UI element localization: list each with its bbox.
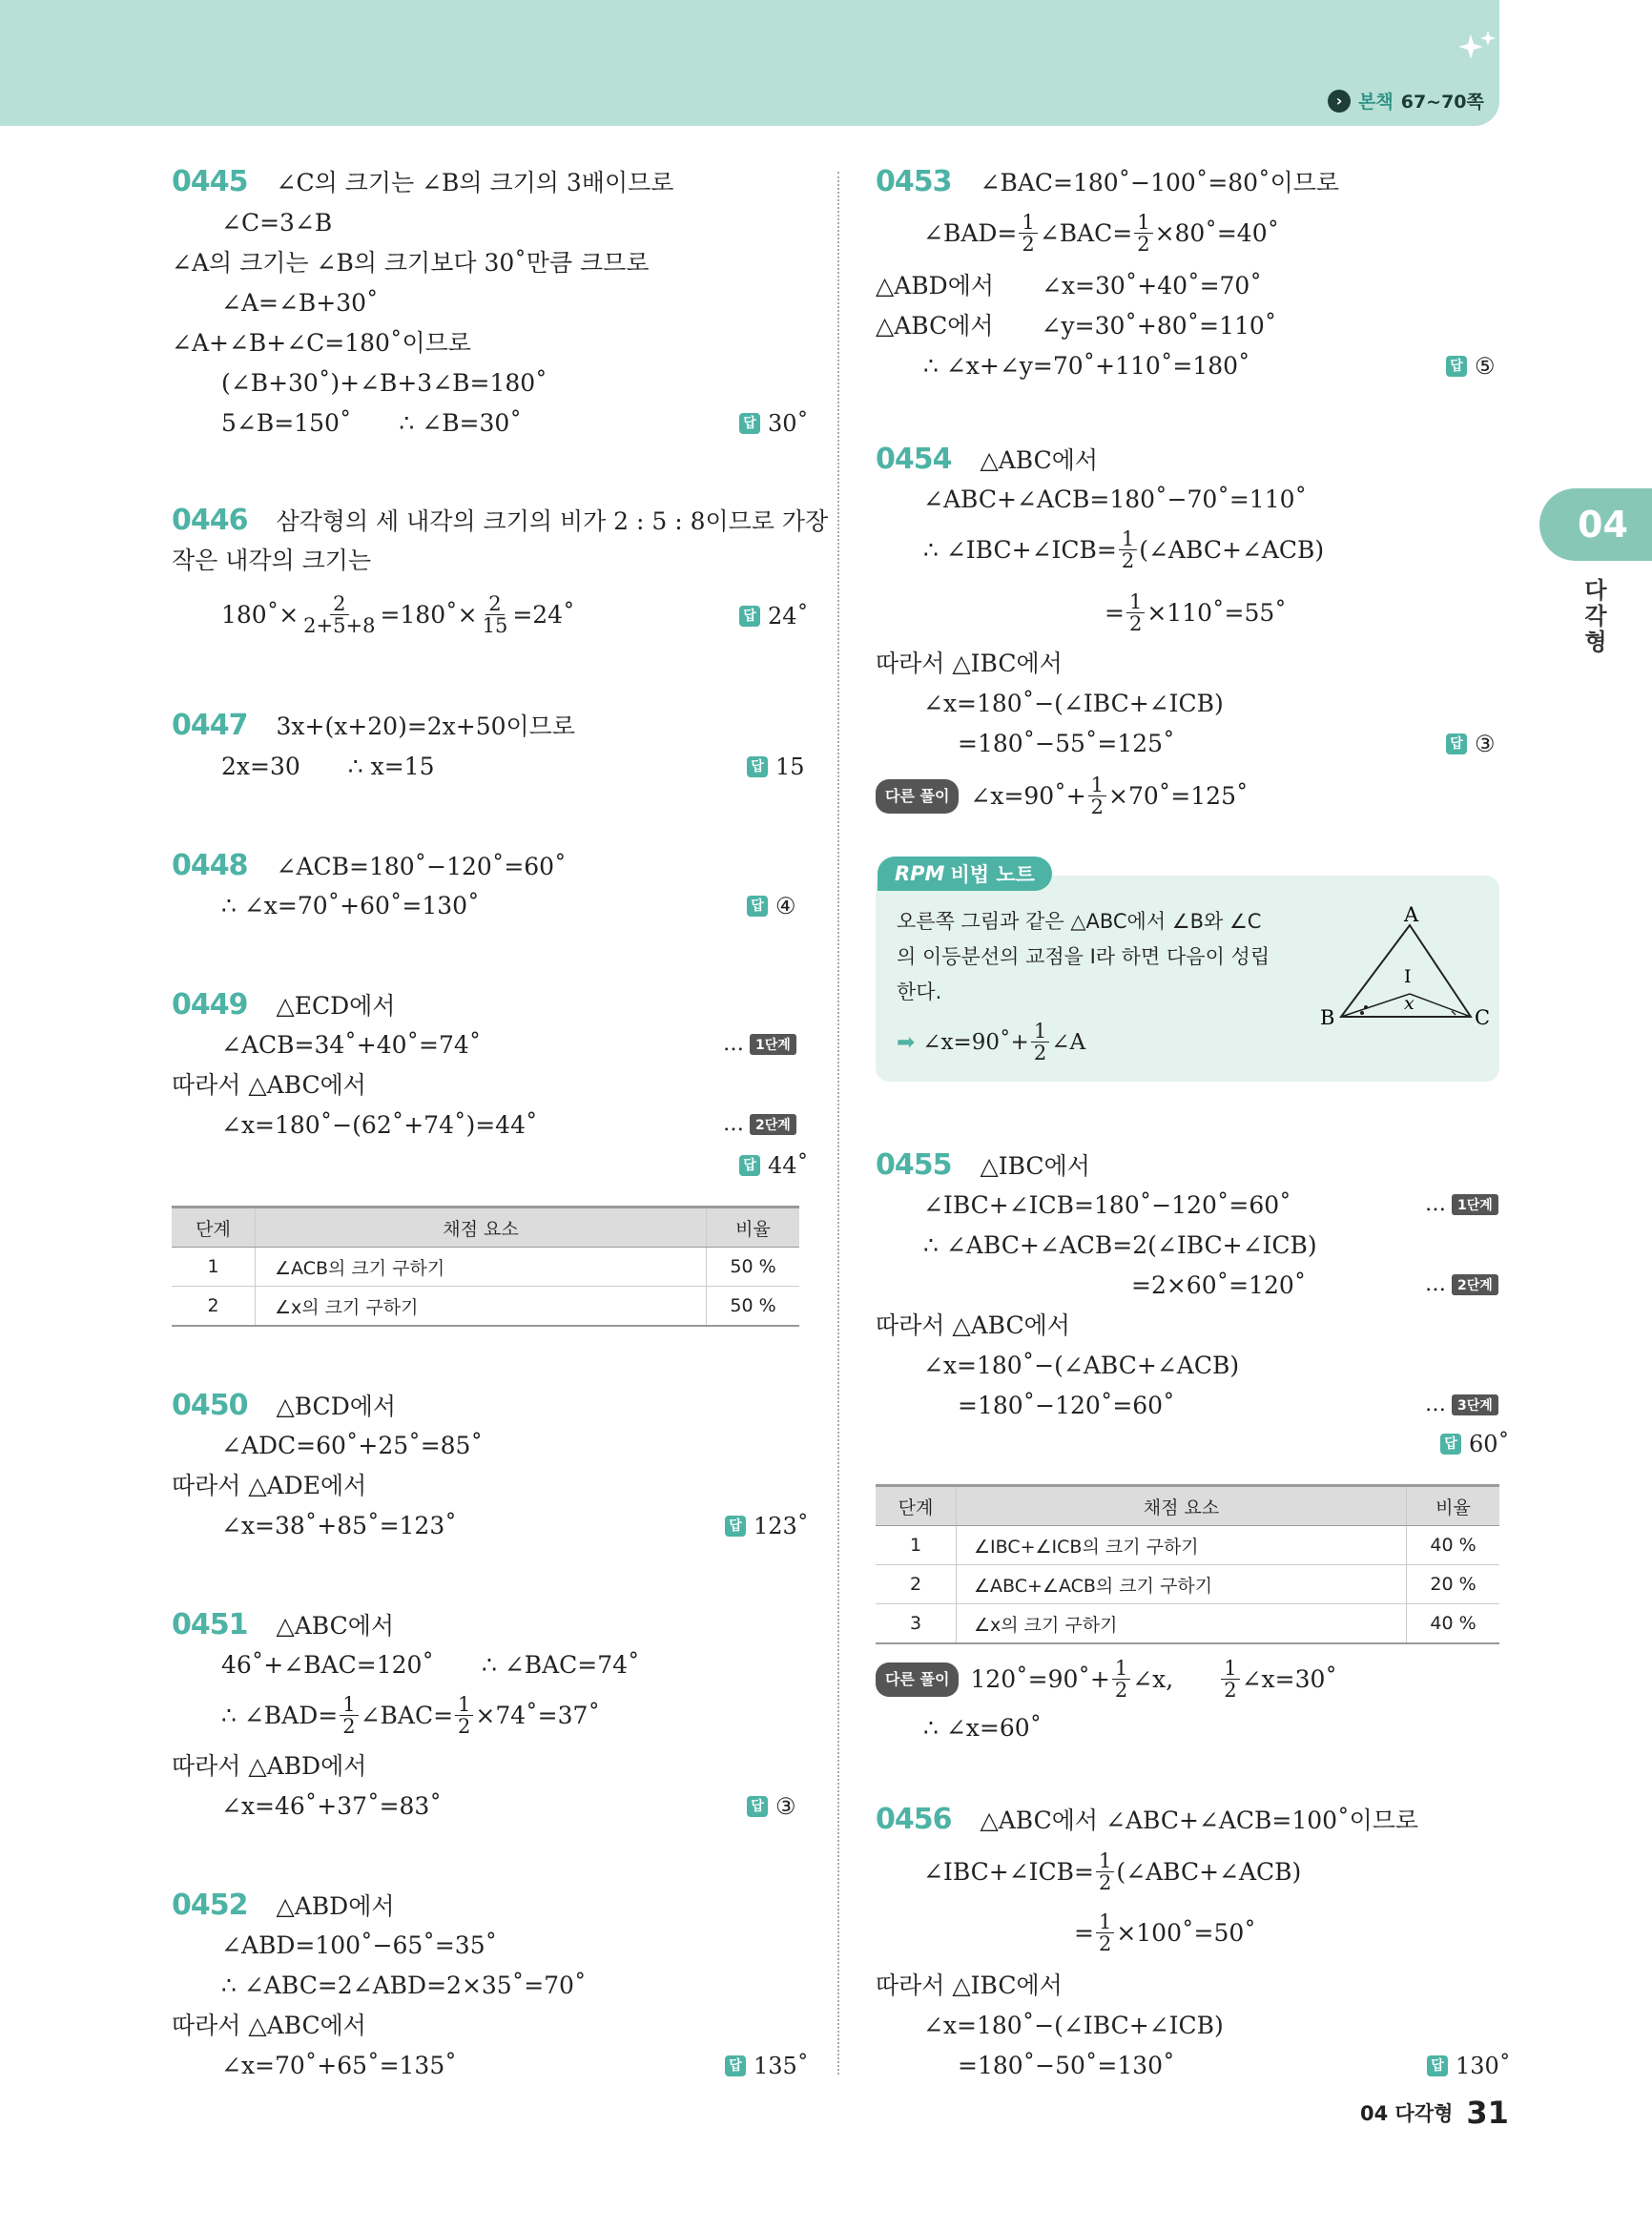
table-row <box>876 1565 1499 1604</box>
table-cell: 1 <box>172 1248 256 1287</box>
denominator: 2 <box>1137 233 1150 256</box>
math-part: ∴ ∠BAC=74˚ <box>481 1651 640 1679</box>
denominator: 2 <box>1033 1042 1047 1064</box>
alt-solution <box>876 774 1248 817</box>
numerator: 1 <box>1119 528 1137 550</box>
problem-0445 <box>172 167 673 198</box>
table-cell: 40 % <box>1407 1604 1500 1644</box>
math-part: = <box>1074 1918 1094 1947</box>
text-line: ∠C의 크기는 ∠B의 크기의 3배이므로 <box>276 169 674 196</box>
text-line: △ECD에서 <box>276 992 396 1020</box>
math-line: ∠IBC+∠ICB=180˚−120˚=60˚ <box>923 1191 1291 1219</box>
fraction <box>1221 1658 1239 1701</box>
answer-icon: 답 <box>739 1155 760 1176</box>
rpm-line: 한다. <box>897 981 942 1003</box>
table-cell: 20 % <box>1407 1565 1500 1604</box>
table-cell: 2 <box>876 1565 957 1604</box>
answer-value: 30˚ <box>768 410 809 437</box>
text-line: △ABC에서 <box>980 446 1099 474</box>
step-badge: 2단계 <box>1452 1274 1498 1295</box>
alt-badge: 다른 풀이 <box>876 1662 959 1697</box>
answer-value: 123˚ <box>754 1513 809 1539</box>
math-part: ×70˚=125˚ <box>1108 781 1249 810</box>
answer-value: 135˚ <box>754 2053 809 2079</box>
step-badge: 2단계 <box>750 1114 796 1135</box>
denominator: 2 <box>1224 1679 1237 1702</box>
fraction <box>340 1694 358 1737</box>
math-line <box>876 311 1276 341</box>
dots: … <box>1425 1272 1446 1296</box>
answer-value: 15 <box>775 754 805 780</box>
table-row <box>172 1287 799 1327</box>
math-line <box>923 528 1324 571</box>
math-line: ∴ ∠ABC+∠ACB=2(∠IBC+∠ICB) <box>923 1231 1317 1259</box>
problem-number: 0456 <box>876 1803 952 1836</box>
rpm-note-tag <box>878 857 1052 891</box>
math-part: ∠x, <box>1132 1664 1174 1693</box>
text-line: 따라서 △IBC에서 <box>876 650 1063 677</box>
table-header: 단계 <box>172 1208 256 1248</box>
table-header-row <box>876 1486 1499 1526</box>
problem-number: 0453 <box>876 165 952 198</box>
denominator: 2 <box>1098 1932 1112 1955</box>
math-part: ∠y=30˚+80˚=110˚ <box>1041 312 1277 340</box>
chapter-label <box>1581 578 1610 655</box>
problem-0451 <box>172 1610 394 1642</box>
math-line: ∴ ∠x=70˚+60˚=130˚ <box>221 892 480 919</box>
problem-0447 <box>172 711 575 742</box>
step-badge: 3단계 <box>1452 1394 1498 1415</box>
math-part: (∠ABC+∠ACB) <box>1116 1857 1302 1886</box>
math-line: =180˚−120˚=60˚ <box>958 1392 1175 1419</box>
answer <box>1446 729 1496 759</box>
answer <box>739 408 809 439</box>
text-line: 따라서 △ABC에서 <box>172 2012 366 2039</box>
math-part: =24˚ <box>512 600 575 629</box>
numerator: 2 <box>330 593 348 615</box>
math-line <box>221 408 522 439</box>
math-part: ∴ ∠B=30˚ <box>399 409 522 437</box>
answer <box>747 752 805 782</box>
answer <box>725 2051 809 2081</box>
math-line: =180˚−50˚=130˚ <box>958 2052 1175 2079</box>
page-reference <box>1328 88 1484 114</box>
table-cell: ∠x의 크기 구하기 <box>957 1604 1407 1644</box>
chapter-label-char: 각 <box>1584 603 1607 630</box>
table-header: 채점 요소 <box>957 1486 1407 1526</box>
answer-icon: 답 <box>747 756 768 777</box>
problem-0455 <box>876 1150 1090 1182</box>
math-line: ∠A=∠B+30˚ <box>221 289 379 317</box>
fraction <box>1096 1850 1114 1893</box>
text-line: △ABC에서 ∠ABC+∠ACB=100˚이므로 <box>980 1807 1419 1834</box>
math-line: ∠x=180˚−(∠IBC+∠ICB) <box>923 2012 1224 2039</box>
math-part: 180˚× <box>221 600 299 629</box>
text-line: ∠A+∠B+∠C=180˚이므로 <box>172 329 471 357</box>
math-part: ∠x=90˚+ <box>922 1029 1029 1055</box>
math-line: ∠x=38˚+85˚=123˚ <box>221 1512 457 1539</box>
rpm-logo: RPM <box>895 862 945 885</box>
step-badge: 1단계 <box>750 1034 796 1055</box>
math-line: =2×60˚=120˚ <box>1131 1271 1307 1299</box>
scoring-table <box>876 1484 1499 1644</box>
answer-icon: 답 <box>725 2055 746 2076</box>
page-number: 31 <box>1466 2095 1509 2131</box>
chapter-label-char: 형 <box>1584 629 1607 655</box>
answer-value: 60˚ <box>1469 1431 1510 1457</box>
math-part: 2x=30 <box>221 753 300 780</box>
text-line: ∠A의 크기는 ∠B의 크기보다 30˚만큼 크므로 <box>172 249 650 277</box>
fraction <box>1119 528 1137 571</box>
vertex-label-a: A <box>1404 903 1419 926</box>
table-cell: 50 % <box>707 1248 800 1287</box>
table-cell: 1 <box>876 1526 957 1565</box>
problem-number: 0448 <box>172 849 248 882</box>
rpm-line: 의 이등분선의 교점을 I라 하면 다음이 성립 <box>897 945 1270 968</box>
fraction <box>480 593 511 636</box>
scoring-table <box>172 1206 799 1327</box>
answer-icon: 답 <box>1440 1434 1461 1455</box>
table-cell: ∠ABC+∠ACB의 크기 구하기 <box>957 1565 1407 1604</box>
math-line <box>876 271 1262 301</box>
math-part: ×110˚=55˚ <box>1146 598 1287 627</box>
numerator: 1 <box>1112 1658 1130 1680</box>
table-cell: 40 % <box>1407 1526 1500 1565</box>
math-line <box>221 593 575 636</box>
numerator: 1 <box>1096 1850 1114 1872</box>
answer-icon: 답 <box>747 1796 768 1817</box>
table-row <box>876 1604 1499 1644</box>
math-part: = <box>1105 598 1125 627</box>
answer-value: ③ <box>775 1793 796 1820</box>
math-line <box>1074 1911 1256 1954</box>
text-line: △ABC에서 <box>276 1612 395 1640</box>
footer-chapter: 04 다각형 <box>1360 2102 1454 2125</box>
fraction <box>1134 212 1152 255</box>
numerator: 1 <box>1221 1658 1239 1680</box>
text-part: △ABC에서 <box>876 312 994 340</box>
math-part: ×74˚=37˚ <box>475 1701 600 1729</box>
table-cell: ∠IBC+∠ICB의 크기 구하기 <box>957 1526 1407 1565</box>
math-part: 120˚=90˚+ <box>970 1664 1110 1693</box>
problem-number: 0452 <box>172 1889 248 1922</box>
answer-icon: 답 <box>725 1516 746 1537</box>
problem-0449 <box>172 990 395 1022</box>
denominator: 2 <box>1121 549 1135 572</box>
numerator: 1 <box>1096 1911 1114 1933</box>
math-part: =180˚× <box>380 600 478 629</box>
vertex-label-b: B <box>1320 1006 1335 1029</box>
problem-0454 <box>876 444 1098 476</box>
alt-badge: 다른 풀이 <box>876 779 959 814</box>
math-line: ∠C=3∠B <box>221 209 333 237</box>
rpm-formula <box>897 1021 1085 1063</box>
problem-0456 <box>876 1805 1418 1836</box>
problem-0452 <box>172 1890 395 1922</box>
numerator: 1 <box>1126 591 1145 613</box>
problem-number: 0451 <box>172 1608 248 1642</box>
math-part: ∠BAC= <box>1039 218 1133 247</box>
math-line: ∠x=46˚+37˚=83˚ <box>221 1792 442 1820</box>
math-line: ∴ ∠ABC=2∠ABD=2×35˚=70˚ <box>221 1972 587 1999</box>
text-line: △BCD에서 <box>276 1393 397 1420</box>
math-part: ∴ x=15 <box>347 753 435 780</box>
rpm-title: 비법 노트 <box>950 863 1035 886</box>
math-line <box>923 212 1279 255</box>
denominator: 2 <box>1128 612 1143 635</box>
text-line: 삼각형의 세 내각의 크기의 비가 2 : 5 : 8이므로 가장 <box>276 507 829 535</box>
math-line: ∠x=70˚+65˚=135˚ <box>221 2052 457 2079</box>
math-line: ∠ABD=100˚−65˚=35˚ <box>221 1931 498 1959</box>
chapter-label-char: 다 <box>1584 577 1607 604</box>
fraction <box>1031 1021 1049 1063</box>
denominator: 15 <box>482 614 508 637</box>
answer-icon: 답 <box>1446 356 1467 377</box>
text-line: 따라서 △ABC에서 <box>876 1311 1070 1339</box>
answer-value: ③ <box>1475 731 1496 757</box>
step-marker <box>1425 1192 1498 1216</box>
step-marker <box>1425 1393 1498 1416</box>
math-line: ∠x=180˚−(62˚+74˚)=44˚ <box>221 1111 538 1139</box>
incenter-label: I <box>1404 966 1412 987</box>
arrow-right-icon: ➡ <box>897 1029 916 1055</box>
table-cell: 2 <box>172 1287 256 1327</box>
text-line: 따라서 △ABC에서 <box>172 1071 366 1099</box>
math-part: ∠IBC+∠ICB= <box>923 1857 1095 1886</box>
step-badge: 1단계 <box>1452 1194 1498 1215</box>
fraction <box>455 1694 473 1737</box>
math-part: (∠ABC+∠ACB) <box>1139 535 1325 564</box>
answer-value: ⑤ <box>1475 353 1496 380</box>
text-line: △ABD에서 <box>276 1892 395 1920</box>
math-line <box>221 1650 640 1681</box>
math-line: =180˚−55˚=125˚ <box>958 730 1175 757</box>
table-header: 비율 <box>1407 1486 1500 1526</box>
denominator: 2 <box>342 1715 356 1738</box>
math-part: ∴ ∠IBC+∠ICB= <box>923 535 1117 564</box>
dots: … <box>1425 1393 1446 1416</box>
fraction <box>300 593 378 636</box>
math-part: ×80˚=40˚ <box>1154 218 1280 247</box>
math-line <box>923 1850 1301 1893</box>
problem-0450 <box>172 1391 396 1422</box>
answer-icon: 답 <box>747 896 768 917</box>
math-line <box>221 1694 600 1737</box>
math-line: ∠BAC=180˚−100˚=80˚이므로 <box>980 169 1340 196</box>
answer-value: 44˚ <box>768 1152 809 1179</box>
math-line: ∠ACB=180˚−120˚=60˚ <box>276 853 567 880</box>
math-line: ∠ACB=34˚+40˚=74˚ <box>221 1031 482 1059</box>
answer <box>739 1150 809 1181</box>
answer <box>1427 2051 1511 2081</box>
vertex-label-c: C <box>1475 1006 1491 1029</box>
numerator: 1 <box>340 1694 358 1716</box>
answer-icon: 답 <box>1427 2055 1448 2076</box>
ref-pages: 67~70쪽 <box>1400 92 1484 113</box>
triangle-figure <box>1316 903 1491 1029</box>
numerator: 1 <box>1134 212 1152 234</box>
step-marker <box>1425 1272 1498 1296</box>
table-cell: ∠ACB의 크기 구하기 <box>256 1248 707 1287</box>
fraction <box>1088 774 1106 817</box>
answer <box>725 1511 809 1541</box>
alt-solution <box>876 1658 1337 1701</box>
fraction <box>1112 1658 1130 1701</box>
dots: … <box>723 1032 744 1056</box>
problem-number: 0455 <box>876 1148 952 1182</box>
table-header-row <box>172 1208 799 1248</box>
answer <box>1440 1429 1510 1459</box>
math-part: 5∠B=150˚ <box>221 409 352 437</box>
denominator: 2 <box>1114 1679 1128 1702</box>
table-row <box>876 1526 1499 1565</box>
problem-number: 0447 <box>172 709 248 742</box>
answer <box>739 601 809 631</box>
step-marker <box>723 1112 796 1136</box>
answer <box>747 1791 796 1822</box>
chapter-number: 04 <box>1578 504 1628 546</box>
text-line: 따라서 △ADE에서 <box>172 1472 367 1499</box>
math-line: ∠x=180˚−(∠ABC+∠ACB) <box>923 1352 1240 1379</box>
text-line: 3x+(x+20)=2x+50이므로 <box>276 712 575 740</box>
answer-icon: 답 <box>1446 733 1467 754</box>
text-part: △ABD에서 <box>876 272 994 299</box>
math-line: ∴ ∠x=60˚ <box>923 1714 1043 1742</box>
table-cell: 3 <box>876 1604 957 1644</box>
table-header: 비율 <box>707 1208 800 1248</box>
table-row <box>172 1248 799 1287</box>
denominator: 2 <box>1090 795 1105 818</box>
math-part: ∠x=30˚ <box>1241 1664 1337 1693</box>
math-part: ∴ ∠BAD= <box>221 1701 339 1729</box>
math-line: ∠ADC=60˚+25˚=85˚ <box>221 1432 483 1459</box>
fraction <box>1126 591 1145 634</box>
answer <box>747 891 796 921</box>
math-part: ∠BAC= <box>360 1701 454 1729</box>
fraction <box>1019 212 1037 255</box>
math-part: ∠A <box>1051 1029 1086 1055</box>
fraction <box>1096 1911 1114 1954</box>
denominator: 2 <box>1022 233 1035 256</box>
answer-icon: 답 <box>739 413 760 434</box>
sparkle-icon <box>1457 29 1499 67</box>
header-band <box>0 0 1499 126</box>
problem-number: 0446 <box>172 504 248 537</box>
problem-0448 <box>172 851 567 882</box>
math-part: ×100˚=50˚ <box>1116 1918 1256 1947</box>
answer-value: ④ <box>775 893 796 919</box>
text-line: △IBC에서 <box>980 1152 1090 1180</box>
text-line: 따라서 △IBC에서 <box>876 1972 1063 1999</box>
page-footer <box>1360 2095 1509 2131</box>
rpm-line: 오른쪽 그림과 같은 △ABC에서 ∠B와 ∠C <box>897 910 1262 933</box>
table-cell: ∠x의 크기 구하기 <box>256 1287 707 1327</box>
answer-icon: 답 <box>739 606 760 627</box>
problem-number: 0449 <box>172 988 248 1022</box>
denominator: 2 <box>1099 1871 1112 1894</box>
problem-number: 0445 <box>172 165 248 198</box>
problem-0446 <box>172 506 828 537</box>
numerator: 1 <box>1031 1021 1049 1043</box>
dots: … <box>1425 1192 1446 1216</box>
answer-value: 24˚ <box>768 603 809 630</box>
problem-number: 0454 <box>876 443 952 476</box>
numerator: 1 <box>1019 212 1037 234</box>
answer-value: 130˚ <box>1456 2053 1511 2079</box>
math-part: 46˚+∠BAC=120˚ <box>221 1651 434 1679</box>
math-line: ∠x=180˚−(∠IBC+∠ICB) <box>923 690 1224 717</box>
angle-label: x <box>1404 993 1415 1014</box>
math-part: ∠BAD= <box>923 218 1018 247</box>
math-line: ∴ ∠x+∠y=70˚+110˚=180˚ <box>923 352 1250 380</box>
text-line: 작은 내각의 크기는 <box>172 547 372 574</box>
table-header: 단계 <box>876 1486 957 1526</box>
text-line: 따라서 △ABD에서 <box>172 1752 367 1780</box>
math-line: ∠ABC+∠ACB=180˚−70˚=110˚ <box>923 485 1308 513</box>
problem-number: 0450 <box>172 1389 248 1422</box>
answer <box>1446 351 1496 382</box>
ref-label: 본책 <box>1358 92 1394 113</box>
numerator: 1 <box>455 1694 473 1716</box>
dots: … <box>723 1112 744 1136</box>
numerator: 2 <box>485 593 504 615</box>
chapter-tab <box>1539 488 1652 561</box>
math-line <box>1105 591 1287 634</box>
math-part: ∠x=30˚+40˚=70˚ <box>1042 272 1262 299</box>
numerator: 1 <box>1088 774 1106 796</box>
math-part: ∠x=90˚+ <box>970 781 1086 810</box>
math-line <box>221 752 434 782</box>
math-line: (∠B+30˚)+∠B+3∠B=180˚ <box>221 369 547 397</box>
chevron-right-icon: › <box>1328 90 1351 113</box>
denominator: 2 <box>458 1715 471 1738</box>
column-divider <box>837 172 839 2075</box>
table-header: 채점 요소 <box>256 1208 707 1248</box>
denominator: 2+5+8 <box>303 614 376 637</box>
step-marker <box>723 1032 796 1056</box>
problem-0453 <box>876 167 1339 198</box>
table-cell: 50 % <box>707 1287 800 1327</box>
